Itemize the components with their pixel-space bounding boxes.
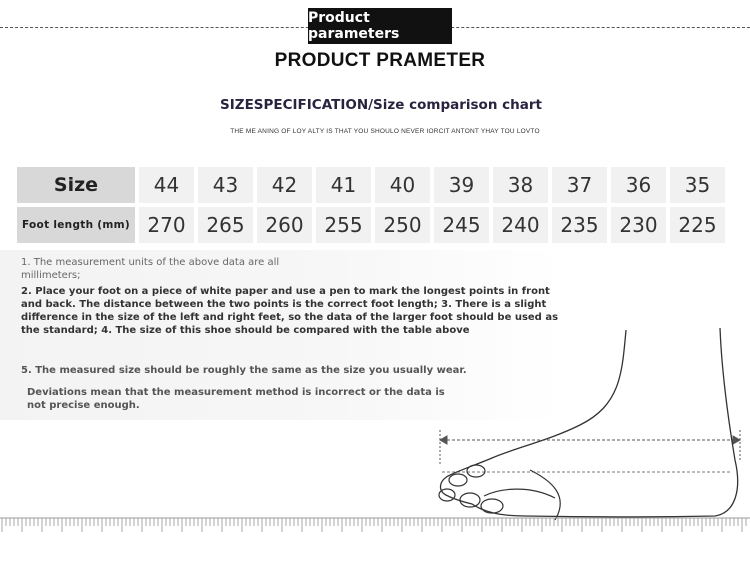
length-cell: 255 — [316, 207, 371, 243]
note-usual-size: 5. The measured size should be roughly the same as the size you usually wear. — [21, 365, 467, 376]
section-badge: Product parameters — [308, 8, 452, 44]
size-cell: 39 — [434, 167, 489, 203]
foot-outline — [441, 328, 738, 517]
length-cell: 230 — [611, 207, 666, 243]
length-cell: 265 — [198, 207, 253, 243]
page-title: PRODUCT PRAMETER — [274, 50, 486, 71]
length-cell: 270 — [139, 207, 194, 243]
size-row — [17, 167, 725, 203]
size-cell: 37 — [552, 167, 607, 203]
note-measuring-instructions: 2. Place your foot on a piece of white paper and use a pen to mark the longest points in front and back. The distance between the two points is the correct foot length; 3. There is a slight difference in the size of the left and right feet, so the data of the larger foot should be used as the standard; 4. The size of this shoe should be compared with the table above — [21, 286, 559, 336]
length-cell: 245 — [434, 207, 489, 243]
note-deviations: Deviations mean that the measurement method is incorrect or the data is not precise enough. — [27, 387, 445, 411]
length-cell: 235 — [552, 207, 607, 243]
size-chart-table — [13, 163, 729, 247]
size-cell: 42 — [257, 167, 312, 203]
ruler — [0, 512, 750, 542]
size-cell: 41 — [316, 167, 371, 203]
length-cell: 250 — [375, 207, 430, 243]
length-cell: 240 — [493, 207, 548, 243]
tagline: THE ME ANING OF LOY ALTY IS THAT YOU SHOULO NEVER IORCIT ANTONT YHAY TOU LOVTO — [230, 128, 540, 135]
foot-measurement-illustration — [430, 320, 750, 530]
note-units: 1. The measurement units of the above data are all millimeters; — [21, 257, 280, 281]
length-cell: 225 — [670, 207, 725, 243]
size-cell: 44 — [139, 167, 194, 203]
page-subtitle: SIZESPECIFICATION/Size comparison chart — [220, 97, 542, 113]
size-cell: 38 — [493, 167, 548, 203]
size-cell: 40 — [375, 167, 430, 203]
length-cell: 260 — [257, 207, 312, 243]
size-cell: 43 — [198, 167, 253, 203]
size-row-label: Size — [17, 167, 135, 203]
foot-length-arrow — [440, 430, 740, 465]
foot-length-row-label: Foot length (mm) — [17, 207, 135, 243]
foot-length-row — [17, 207, 725, 243]
size-cell: 35 — [670, 167, 725, 203]
size-cell: 36 — [611, 167, 666, 203]
